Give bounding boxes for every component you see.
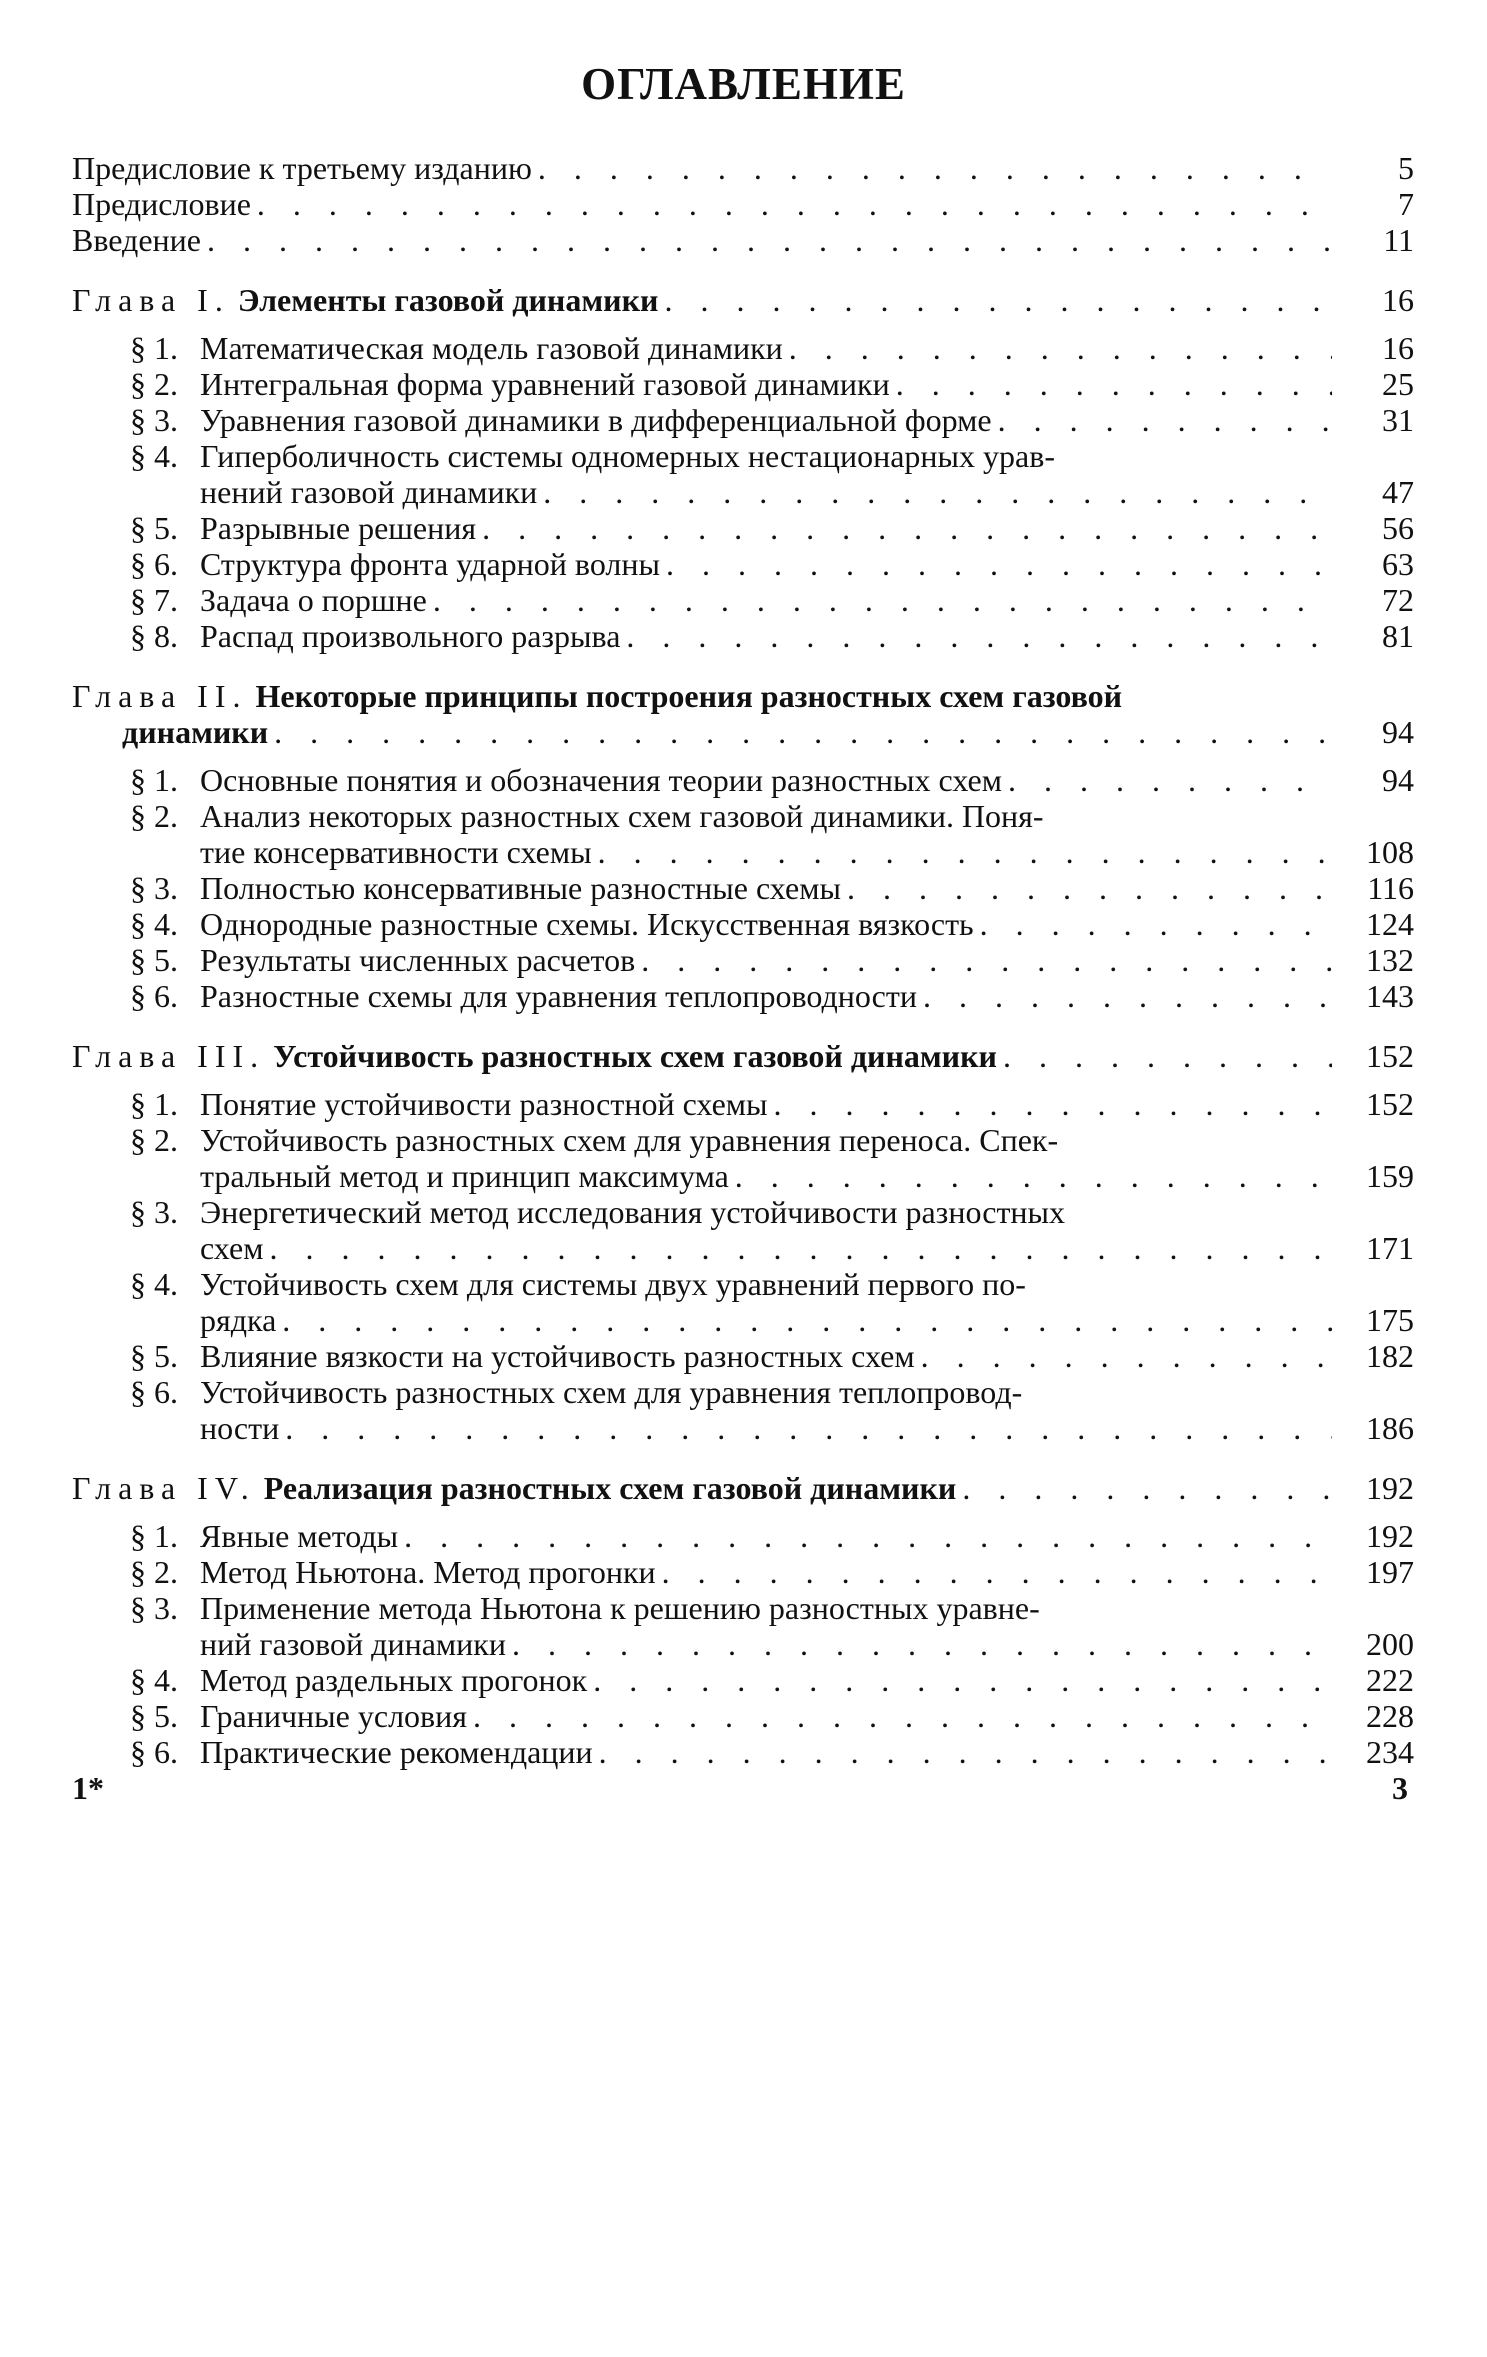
- section-title: Энергетический метод исследования устойчивости разностных: [200, 1194, 1066, 1230]
- section-title: Распад произвольного разрыва: [200, 618, 621, 654]
- toc-page-number: 5: [1398, 150, 1414, 186]
- section-title: Математическая модель газовой динамики: [200, 330, 783, 366]
- toc-chapter[interactable]: [72, 678, 1414, 750]
- section-number: § 4.: [130, 438, 178, 474]
- spacer: [72, 1506, 1414, 1518]
- page-number: 3: [1392, 1770, 1408, 1806]
- toc-line: [130, 1590, 1414, 1626]
- toc-line: [130, 402, 1414, 438]
- section-number: § 1.: [130, 1518, 178, 1554]
- section-title: Практические рекомендации: [200, 1734, 593, 1770]
- toc-page-number: 234: [1366, 1734, 1414, 1770]
- dot-leader: [921, 1338, 1332, 1374]
- toc-section[interactable]: [72, 1698, 1414, 1734]
- dot-leader: [593, 1662, 1332, 1698]
- section-title: Применение метода Ньютона к решению разностных уравне-: [200, 1590, 1040, 1626]
- section-number: § 6.: [130, 1734, 178, 1770]
- toc-section[interactable]: [72, 1554, 1414, 1590]
- toc-line: [130, 1158, 1414, 1194]
- toc-line: [130, 870, 1414, 906]
- toc-line: [130, 1518, 1414, 1554]
- toc-line: [130, 366, 1414, 402]
- section-title: Однородные разностные схемы. Искусственная вязкость: [200, 906, 974, 942]
- chapter-label: Глава IV.: [72, 1470, 256, 1506]
- toc-line: [72, 150, 1414, 186]
- toc-page-number: 56: [1382, 510, 1414, 546]
- section-title: Задача о поршне: [200, 582, 427, 618]
- section-title-cont: рядка: [200, 1302, 277, 1338]
- dot-leader: [482, 510, 1332, 546]
- dot-leader: [923, 978, 1332, 1014]
- chapter-title: Некоторые принципы построения разностных схем газовой: [255, 678, 1123, 714]
- toc-entry-title: Предисловие: [72, 186, 251, 222]
- section-number: § 6.: [130, 978, 178, 1014]
- dot-leader: [599, 1734, 1332, 1770]
- toc-page-number: 197: [1366, 1554, 1414, 1590]
- section-number: § 3.: [130, 870, 178, 906]
- section-title: Уравнения газовой динамики в дифференциальной форме: [200, 402, 992, 438]
- dot-leader: [433, 582, 1332, 618]
- section-number: § 2.: [130, 1554, 178, 1590]
- toc-section[interactable]: [72, 1338, 1414, 1374]
- toc-page-number: 16: [1382, 282, 1414, 318]
- toc-page-number: 11: [1383, 222, 1414, 258]
- toc-page-number: 63: [1382, 546, 1414, 582]
- section-title: Результаты численных расчетов: [200, 942, 636, 978]
- toc-line: [130, 1554, 1414, 1590]
- toc-chapter-heading: [72, 1470, 956, 1506]
- section-number: § 3.: [130, 402, 178, 438]
- toc-line: [130, 834, 1414, 870]
- dot-leader: [896, 366, 1332, 402]
- toc-section-heading: [130, 1374, 1022, 1410]
- dot-leader: [282, 1302, 1332, 1338]
- section-title-cont: ний газовой динамики: [200, 1626, 506, 1662]
- toc-page-number: 94: [1382, 762, 1414, 798]
- section-title: Устойчивость разностных схем для уравнения теплопровод-: [200, 1374, 1023, 1410]
- toc-line: [130, 942, 1414, 978]
- chapter-title: Элементы газовой динамики: [237, 282, 659, 318]
- section-title: Граничные условия: [200, 1698, 467, 1734]
- toc-section-heading: [130, 402, 992, 438]
- section-title: Устойчивость схем для системы двух уравнений первого по-: [200, 1266, 1026, 1302]
- signature-mark: 1*: [72, 1770, 104, 1806]
- section-title: Полностью консервативные разностные схемы: [200, 870, 841, 906]
- chapter-label: Глава I.: [72, 282, 230, 318]
- toc-section[interactable]: [72, 762, 1414, 798]
- toc-line: [130, 1374, 1414, 1410]
- toc-section-heading: [130, 510, 476, 546]
- toc-section-heading: [130, 1086, 768, 1122]
- toc-section-heading: [130, 1662, 587, 1698]
- section-number: § 1.: [130, 762, 178, 798]
- toc-section-heading: [130, 330, 783, 366]
- toc-section-heading: [130, 1590, 1040, 1626]
- toc-line: [130, 510, 1414, 546]
- chapter-title: Устойчивость разностных схем газовой динамики: [273, 1038, 997, 1074]
- section-title: Гиперболичность системы одномерных нестационарных урав-: [200, 438, 1055, 474]
- spacer: [72, 1446, 1414, 1470]
- toc-line: [72, 678, 1414, 714]
- toc-line: [130, 1734, 1414, 1770]
- toc-page-number: 116: [1367, 870, 1414, 906]
- section-number: § 2.: [130, 798, 178, 834]
- dot-leader: [538, 150, 1332, 186]
- dot-leader: [980, 906, 1332, 942]
- section-number: § 2.: [130, 1122, 178, 1158]
- toc-line: [130, 906, 1414, 942]
- section-title-cont: ности: [200, 1410, 280, 1446]
- section-number: § 5.: [130, 942, 178, 978]
- toc-section[interactable]: [72, 1122, 1414, 1194]
- section-number: § 5.: [130, 510, 178, 546]
- toc-section[interactable]: [72, 1374, 1414, 1446]
- toc-line: [72, 714, 1414, 750]
- toc-line: [72, 282, 1414, 318]
- dot-leader: [274, 714, 1332, 750]
- chapter-label: Глава II.: [72, 678, 248, 714]
- toc-page-number: 124: [1366, 906, 1414, 942]
- dot-leader: [662, 1554, 1332, 1590]
- toc-line: [72, 1470, 1414, 1506]
- dot-leader: [626, 618, 1332, 654]
- spacer: [72, 318, 1414, 330]
- toc-section[interactable]: [72, 546, 1414, 582]
- toc-section-heading: [130, 906, 974, 942]
- section-title: Анализ некоторых разностных схем газовой динамики. Поня-: [200, 798, 1044, 834]
- toc-page-number: 47: [1382, 474, 1414, 510]
- toc-line: [130, 1122, 1414, 1158]
- toc-line: [130, 1266, 1414, 1302]
- dot-leader: [473, 1698, 1332, 1734]
- dot-leader: [404, 1518, 1332, 1554]
- chapter-title: Реализация разностных схем газовой динамики: [263, 1470, 957, 1506]
- section-title-cont: тральный метод и принцип максимума: [200, 1158, 729, 1194]
- toc-page-number: 152: [1366, 1038, 1414, 1074]
- dot-leader: [543, 474, 1332, 510]
- section-number: § 8.: [130, 618, 178, 654]
- toc-chapter[interactable]: [72, 1038, 1414, 1074]
- toc-line: [130, 474, 1414, 510]
- spacer: [72, 654, 1414, 678]
- dot-leader: [512, 1626, 1332, 1662]
- toc-line: [72, 1038, 1414, 1074]
- toc-page-number: 16: [1382, 330, 1414, 366]
- toc-page-number: 132: [1366, 942, 1414, 978]
- toc-section[interactable]: [72, 1266, 1414, 1338]
- toc-line: [130, 1302, 1414, 1338]
- toc-page-number: 228: [1366, 1698, 1414, 1734]
- section-title: Основные понятия и обозначения теории разностных схем: [200, 762, 1002, 798]
- dot-leader: [664, 282, 1332, 318]
- section-number: § 4.: [130, 906, 178, 942]
- section-number: § 5.: [130, 1338, 178, 1374]
- toc-entry-title: Введение: [72, 222, 201, 258]
- section-title: Интегральная форма уравнений газовой динамики: [200, 366, 890, 402]
- toc-chapter-heading: [72, 678, 1122, 714]
- dot-leader: [598, 834, 1332, 870]
- toc-line: [130, 978, 1414, 1014]
- toc-page-number: 159: [1366, 1158, 1414, 1194]
- page-title: ОГЛАВЛЕНИЕ: [581, 59, 906, 109]
- toc-section-heading: [130, 762, 1002, 798]
- toc-line: [72, 222, 1414, 258]
- toc-page-number: 25: [1382, 366, 1414, 402]
- toc-page-number: 192: [1366, 1518, 1414, 1554]
- chapter-title-cont: динамики: [122, 714, 269, 750]
- toc-line: [130, 1626, 1414, 1662]
- section-title: Устойчивость разностных схем для уравнения переноса. Спек-: [200, 1122, 1059, 1158]
- toc-chapter-heading: [72, 282, 658, 318]
- toc-page-number: 192: [1366, 1470, 1414, 1506]
- toc-chapter-heading: [72, 1038, 997, 1074]
- section-title: Метод раздельных прогонок: [200, 1662, 588, 1698]
- dot-leader: [285, 1410, 1332, 1446]
- toc-section-heading: [130, 798, 1044, 834]
- toc-page-number: 175: [1366, 1302, 1414, 1338]
- toc-section-heading: [130, 1266, 1026, 1302]
- toc-section[interactable]: [72, 1662, 1414, 1698]
- toc-page-number: 182: [1366, 1338, 1414, 1374]
- section-number: § 3.: [130, 1194, 178, 1230]
- section-number: § 2.: [130, 366, 178, 402]
- spacer: [72, 1014, 1414, 1038]
- section-title: Понятие устойчивости разностной схемы: [200, 1086, 768, 1122]
- toc-section[interactable]: [72, 582, 1414, 618]
- toc-section-heading: [130, 870, 841, 906]
- section-title-cont: тие консервативности схемы: [200, 834, 592, 870]
- section-title: Разрывные решения: [200, 510, 477, 546]
- toc-chapter[interactable]: [72, 1470, 1414, 1506]
- toc-page-number: 200: [1366, 1626, 1414, 1662]
- toc-line: [130, 1662, 1414, 1698]
- toc-page-number: 186: [1366, 1410, 1414, 1446]
- toc-page-number: 171: [1366, 1230, 1414, 1266]
- toc-entry-front[interactable]: [72, 150, 1414, 186]
- dot-leader: [1003, 1038, 1332, 1074]
- dot-leader: [735, 1158, 1332, 1194]
- toc-line: [130, 1338, 1414, 1374]
- section-number: § 7.: [130, 582, 178, 618]
- section-title: Разностные схемы для уравнения теплопроводности: [200, 978, 917, 1014]
- toc-page-number: 94: [1382, 714, 1414, 750]
- toc-section[interactable]: [72, 978, 1414, 1014]
- chapter-label: Глава III.: [72, 1038, 266, 1074]
- toc-section-heading: [130, 1122, 1058, 1158]
- toc-line: [72, 186, 1414, 222]
- section-number: § 5.: [130, 1698, 178, 1734]
- section-title: Метод Ньютона. Метод прогонки: [200, 1554, 656, 1590]
- toc-section-heading: [130, 618, 620, 654]
- toc-section-heading: [130, 546, 660, 582]
- toc-entry-front[interactable]: [72, 222, 1414, 258]
- toc-line: [130, 1410, 1414, 1446]
- toc-section[interactable]: [72, 798, 1414, 870]
- spacer: [72, 1074, 1414, 1086]
- section-title: Влияние вязкости на устойчивость разностных схем: [200, 1338, 915, 1374]
- toc-section-heading: [130, 1518, 398, 1554]
- toc-section[interactable]: [72, 942, 1414, 978]
- section-title-cont: нений газовой динамики: [200, 474, 538, 510]
- dot-leader: [641, 942, 1332, 978]
- toc-section-heading: [130, 1698, 467, 1734]
- toc-section[interactable]: [72, 438, 1414, 510]
- toc-page-number: 222: [1366, 1662, 1414, 1698]
- toc-section-heading: [130, 438, 1055, 474]
- toc-page-number: 72: [1382, 582, 1414, 618]
- dot-leader: [666, 546, 1332, 582]
- toc-section[interactable]: [72, 618, 1414, 654]
- toc-section[interactable]: [72, 402, 1414, 438]
- toc-line: [130, 798, 1414, 834]
- dot-leader: [257, 186, 1332, 222]
- toc-line: [130, 1086, 1414, 1122]
- toc-section-heading: [130, 942, 635, 978]
- toc-page-number: 81: [1382, 618, 1414, 654]
- dot-leader: [789, 330, 1332, 366]
- toc-line: [130, 582, 1414, 618]
- toc-section-heading: [130, 1734, 593, 1770]
- toc-line: [130, 1230, 1414, 1266]
- toc-section[interactable]: [72, 330, 1414, 366]
- dot-leader: [847, 870, 1332, 906]
- dot-leader: [207, 222, 1332, 258]
- toc-section[interactable]: [72, 1734, 1414, 1770]
- dot-leader: [1008, 762, 1332, 798]
- section-number: § 6.: [130, 1374, 178, 1410]
- dot-leader: [962, 1470, 1332, 1506]
- toc-entry-front[interactable]: [72, 186, 1414, 222]
- toc-line: [130, 618, 1414, 654]
- toc-line: [130, 762, 1414, 798]
- section-title-cont: схем: [200, 1230, 264, 1266]
- toc-line: [130, 438, 1414, 474]
- section-title: Структура фронта ударной волны: [200, 546, 660, 582]
- toc-line: [130, 546, 1414, 582]
- dot-leader: [269, 1230, 1332, 1266]
- toc-entry-title: Предисловие к третьему изданию: [72, 150, 532, 186]
- toc-page-number: 7: [1398, 186, 1414, 222]
- section-number: § 3.: [130, 1590, 178, 1626]
- toc-page-number: 152: [1366, 1086, 1414, 1122]
- spacer: [72, 258, 1414, 282]
- toc-section[interactable]: [72, 906, 1414, 942]
- toc-line: [130, 1698, 1414, 1734]
- toc-section[interactable]: [72, 510, 1414, 546]
- toc-section[interactable]: [72, 366, 1414, 402]
- section-title: Явные методы: [200, 1518, 399, 1554]
- toc-section-heading: [130, 978, 917, 1014]
- toc-section-heading: [130, 366, 890, 402]
- toc-page-number: 108: [1366, 834, 1414, 870]
- toc-line: [130, 330, 1414, 366]
- table-of-contents: [72, 150, 1414, 1770]
- toc-line: [130, 1194, 1414, 1230]
- toc-section-heading: [130, 1338, 915, 1374]
- toc-section[interactable]: [72, 1086, 1414, 1122]
- toc-section[interactable]: [72, 1590, 1414, 1662]
- toc-page-number: 143: [1366, 978, 1414, 1014]
- toc-section[interactable]: [72, 1194, 1414, 1266]
- section-number: § 1.: [130, 330, 178, 366]
- dot-leader: [774, 1086, 1332, 1122]
- toc-section[interactable]: [72, 870, 1414, 906]
- toc-section[interactable]: [72, 1518, 1414, 1554]
- toc-section-heading: [130, 582, 427, 618]
- section-number: § 4.: [130, 1266, 178, 1302]
- toc-section-heading: [130, 1194, 1065, 1230]
- section-number: § 4.: [130, 1662, 178, 1698]
- spacer: [72, 750, 1414, 762]
- toc-section-heading: [130, 1554, 656, 1590]
- section-number: § 6.: [130, 546, 178, 582]
- section-number: § 1.: [130, 1086, 178, 1122]
- dot-leader: [998, 402, 1332, 438]
- toc-chapter[interactable]: [72, 282, 1414, 318]
- toc-page-number: 31: [1382, 402, 1414, 438]
